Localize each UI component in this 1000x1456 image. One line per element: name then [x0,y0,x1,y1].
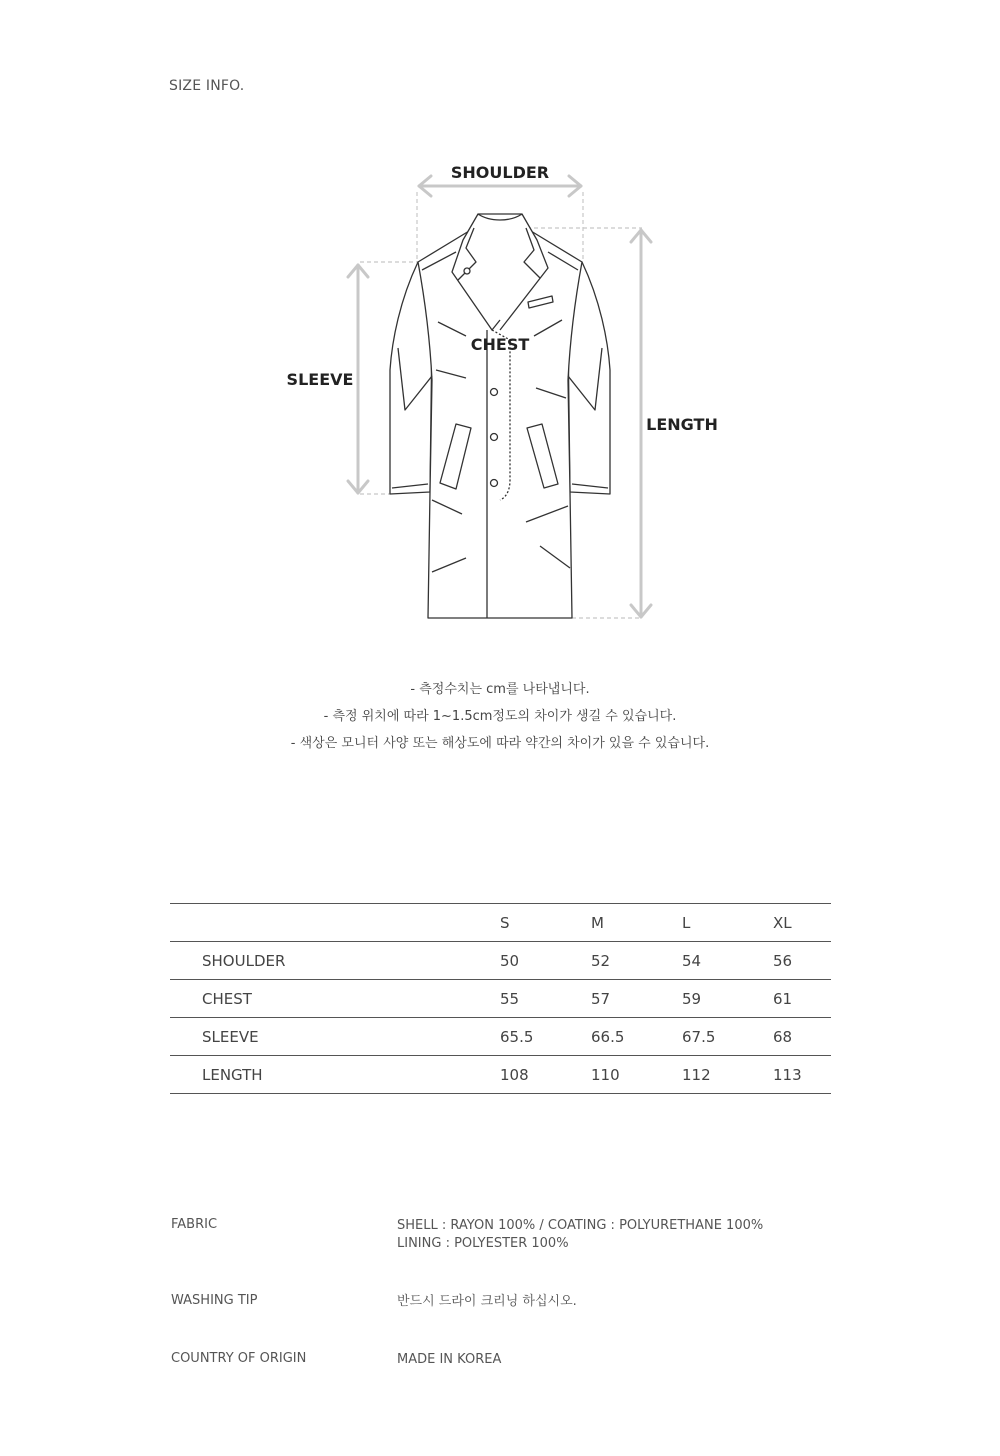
table-cell: 65.5 [500,1018,591,1056]
table-row [170,942,831,980]
header-cell: XL [773,904,831,942]
table-cell: 50 [500,942,591,980]
table-cell: 59 [682,980,773,1018]
table-cell: 110 [591,1056,682,1094]
section-title: SIZE INFO. [169,78,245,94]
washing-label: WASHING TIP [171,1293,258,1308]
length-label: LENGTH [646,415,718,434]
header-cell: S [500,904,591,942]
row-label: SHOULDER [170,942,500,980]
table-row [170,1056,831,1094]
washing-value: 반드시 드라이 크리닝 하십시오. [397,1294,577,1309]
note-line: - 측정 위치에 따라 1~1.5cm정도의 차이가 생길 수 있습니다. [323,709,677,724]
table-cell: 55 [500,980,591,1018]
note-line: - 측정수치는 cm를 나타냅니다. [410,682,590,697]
table-cell: 113 [773,1056,831,1094]
table-header-row [170,904,831,942]
row-label: CHEST [170,980,500,1018]
table-cell: 67.5 [682,1018,773,1056]
coat-measurement-diagram [0,0,1000,660]
table-cell: 61 [773,980,831,1018]
chest-label: CHEST [470,335,530,354]
fabric-value [397,1217,897,1253]
table-cell: 57 [591,980,682,1018]
note-line: - 색상은 모니터 사양 또는 해상도에 따라 약간의 차이가 있을 수 있습니다. [290,736,710,751]
table-row [170,1018,831,1056]
header-cell: L [682,904,773,942]
fabric-label: FABRIC [171,1217,218,1232]
table-cell: 52 [591,942,682,980]
fabric-shell: SHELL : RAYON 100% / COATING : POLYURETHANE 100% [397,1218,764,1233]
table-cell: 112 [682,1056,773,1094]
sleeve-label: SLEEVE [286,370,354,389]
shoulder-label: SHOULDER [450,163,550,182]
measurement-notes [0,680,1000,761]
row-label: LENGTH [170,1056,500,1094]
table-cell: 66.5 [591,1018,682,1056]
table-cell: 108 [500,1056,591,1094]
table-row [170,980,831,1018]
coat-icon [390,214,610,618]
header-cell [170,904,500,942]
table-cell: 68 [773,1018,831,1056]
fabric-lining: LINING : POLYESTER 100% [397,1236,569,1251]
origin-label: COUNTRY OF ORIGIN [171,1351,307,1366]
table-cell: 54 [682,942,773,980]
table-cell: 56 [773,942,831,980]
origin-value: MADE IN KOREA [397,1352,502,1367]
header-cell: M [591,904,682,942]
row-label: SLEEVE [170,1018,500,1056]
size-table [170,903,831,1094]
